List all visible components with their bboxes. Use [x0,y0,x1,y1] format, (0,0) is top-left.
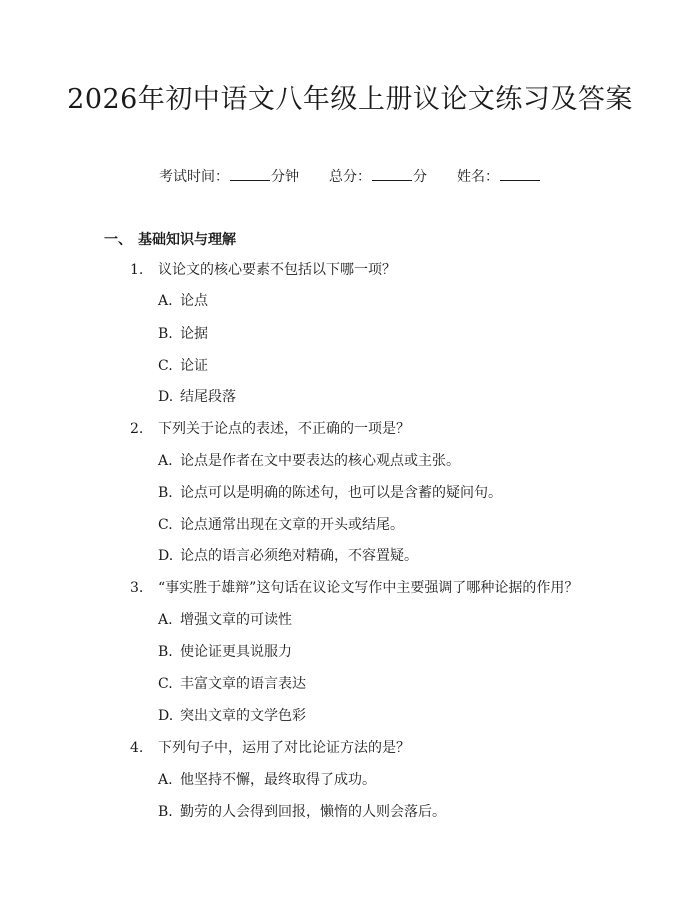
option-letter: D. [158,708,174,724]
option-2a [158,451,460,471]
document-title: 2026年初中语文八年级上册议论文练习及答案 [67,84,633,115]
option-letter: A. [158,612,173,628]
option-letter: A. [158,772,173,788]
option-3d [158,706,306,726]
time-blank [230,166,270,181]
option-text: 论点是作者在文中要表达的核心观点或主张。 [180,453,460,469]
option-letter: A. [158,293,173,309]
option-text: 使论证更具说服力 [180,644,292,660]
question-1 [130,260,396,280]
option-1c [158,356,208,376]
time-label: 考试时间： [159,169,229,185]
option-2d [158,546,418,566]
question-text: 议论文的核心要素不包括以下哪一项？ [158,262,396,278]
option-text: 论点 [180,293,208,309]
question-number: 2. [130,421,144,437]
option-4a [158,770,376,790]
option-2c [158,515,404,535]
option-text: 丰富文章的语言表达 [180,676,306,692]
section-heading [104,230,236,250]
section-title: 基础知识与理解 [138,232,236,248]
option-text: 他坚持不懈，最终取得了成功。 [180,772,376,788]
option-letter: B. [158,804,173,820]
score-label: 总分： [329,169,371,185]
name-blank [500,166,540,181]
option-letter: B. [158,326,173,342]
question-number: 1. [130,262,144,278]
exam-info-line [0,166,700,188]
score-unit: 分 [413,169,427,185]
option-letter: B. [158,644,173,660]
option-text: 论点通常出现在文章的开头或结尾。 [180,517,404,533]
option-text: 论据 [180,326,208,342]
option-letter: A. [158,453,173,469]
option-1d [158,387,236,407]
option-text: 论点的语言必须绝对精确，不容置疑。 [180,548,418,564]
score-blank [372,166,412,181]
option-text: 突出文章的文学色彩 [180,708,306,724]
option-4b [158,802,446,822]
option-letter: C. [158,676,173,692]
option-letter: C. [158,358,173,374]
option-letter: B. [158,485,173,501]
option-text: 论证 [180,358,208,374]
option-letter: D. [158,548,174,564]
option-3b [158,642,292,662]
question-text: 下列关于论点的表述，不正确的一项是？ [158,421,410,437]
option-letter: C. [158,517,173,533]
question-text: “事实胜于雄辩”这句话在议论文写作中主要强调了哪种论据的作用？ [158,580,579,596]
name-label: 姓名： [457,169,499,185]
question-3 [130,578,578,598]
option-letter: D. [158,389,174,405]
section-number: 一、 [104,232,132,248]
option-text: 论点可以是明确的陈述句，也可以是含蓄的疑问句。 [180,485,502,501]
option-1a [158,291,208,311]
time-unit: 分钟 [271,169,299,185]
question-2 [130,419,410,439]
question-number: 3. [130,580,144,596]
question-text: 下列句子中，运用了对比论证方法的是？ [158,740,410,756]
option-text: 结尾段落 [180,389,236,405]
option-text: 增强文章的可读性 [180,612,292,628]
option-3a [158,610,292,630]
question-number: 4. [130,740,144,756]
option-2b [158,483,502,503]
option-3c [158,674,306,694]
option-1b [158,324,208,344]
question-4 [130,738,410,758]
option-text: 勤劳的人会得到回报，懒惰的人则会落后。 [180,804,446,820]
